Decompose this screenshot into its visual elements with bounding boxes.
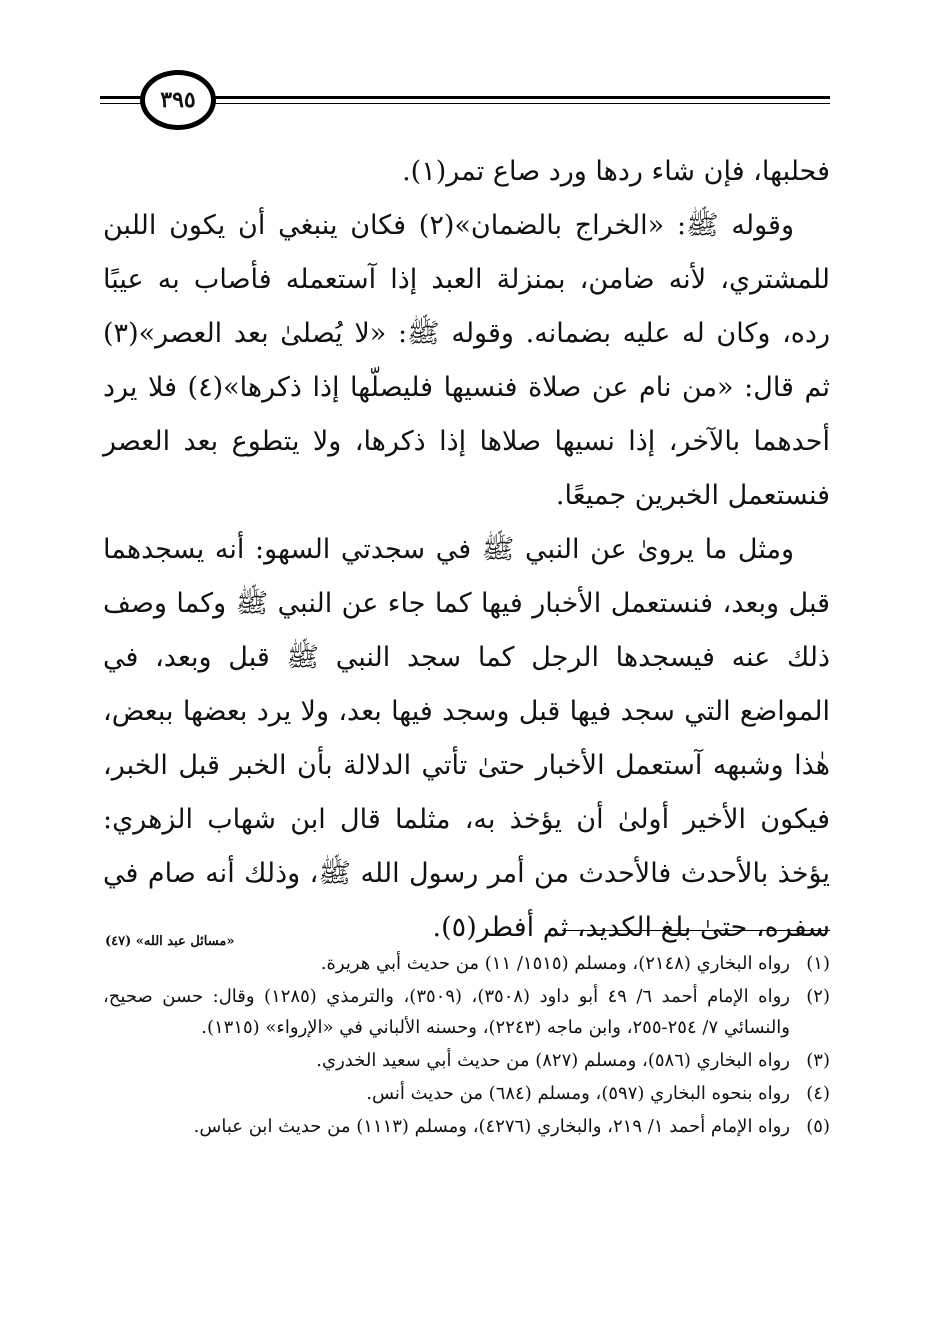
footnote-text: رواه الإمام أحمد ٦/ ٤٩ أبو داود (٣٥٠٨)، (٣٥٠٩)، والترمذي (١٢٨٥) وقال: حسن صحيح، والنسائي ٧/ ٢٥٤-٢٥٥، وابن ماجه (٢٢٤٣)، وحسنه الألباني في «الإرواء» (١٣١٥). <box>103 986 790 1038</box>
page-header <box>100 60 830 140</box>
footnote-number: (٤) <box>806 1083 830 1104</box>
footnote-separator <box>562 930 830 931</box>
footnote <box>103 1078 830 1109</box>
footnote-text: رواه بنحوه البخاري (٥٩٧)، ومسلم (٦٨٤) من حديث أنس. <box>366 1083 790 1104</box>
paragraph-1: فحلبها، فإن شاء ردها ورد صاع تمر(١). <box>402 156 830 187</box>
footnote <box>103 948 830 979</box>
footnotes <box>103 948 830 1144</box>
footnote-number: (٣) <box>806 1050 830 1071</box>
footnote <box>103 1111 830 1142</box>
body-text <box>103 145 830 969</box>
paragraph-3 <box>103 523 830 955</box>
footnote-text: رواه البخاري (٢١٤٨)، ومسلم (١٥١٥/ ١١) من حديث أبي هريرة. <box>320 953 790 974</box>
footnote-text: رواه البخاري (٥٨٦)، ومسلم (٨٢٧) من حديث أبي سعيد الخدري. <box>316 1050 790 1071</box>
page-number: ٣٩٥ <box>160 87 196 113</box>
footnote-number: (١) <box>806 953 830 974</box>
paragraph-2: وقوله ﷺ: «الخراج بالضمان»(٢) فكان ينبغي أن يكون اللبن للمشتري، لأنه ضامن، بمنزلة العبد إذا آستعمله فأصاب به عيبًا رده، وكان له عليه بضمانه. وقوله ﷺ: «لا يُصلىٰ بعد العصر»(٣) ثم قال: «من نام عن صلاة فنسيها فليصلّها إذا ذكرها»(٤) فلا يرد أحدهما بالآخر، إذا نسيها صلاها إذا ذكرها، ولا يتطوع بعد العصر فنستعمل الخبرين جميعًا. <box>103 210 830 511</box>
paragraph-3-text: ومثل ما يرویٰ عن النبي ﷺ في سجدتي السهو: أنه يسجدهما قبل وبعد، فنستعمل الأخبار فيها كما جاء عن النبي ﷺ وكما وصف ذلك عنه فيسجدها الرجل كما سجد النبي ﷺ قبل وبعد، في المواضع التي سجد فيها قبل وسجد فيها بعد، ولا يرد بعضها ببعض، هٰذا وشبهه آستعمل الأخبار حتىٰ تأتي الدلالة بأن الخبر قبل الخبر، فيكون الأخير أولىٰ أن يؤخذ به، مثلما قال ابن شهاب الزهري: يؤخذ بالأحدث فالأحدث من أمر رسول الله ﷺ، وذلك أنه صام في سفره، حتىٰ بلغ الكديد، ثم أفطر(٥). <box>103 534 830 943</box>
footnote-number: (٢) <box>806 986 830 1007</box>
source-reference: «مسائل عبد الله» (٤٧) <box>105 934 235 949</box>
footnote-text: رواه الإمام أحمد ١/ ٢١٩، والبخاري (٤٢٧٦)، ومسلم (١١١٣) من حديث ابن عباس. <box>193 1116 790 1137</box>
page-number-badge <box>140 70 216 130</box>
footnote-number: (٥) <box>806 1116 830 1137</box>
footnote <box>103 981 830 1043</box>
footnote <box>103 1045 830 1076</box>
